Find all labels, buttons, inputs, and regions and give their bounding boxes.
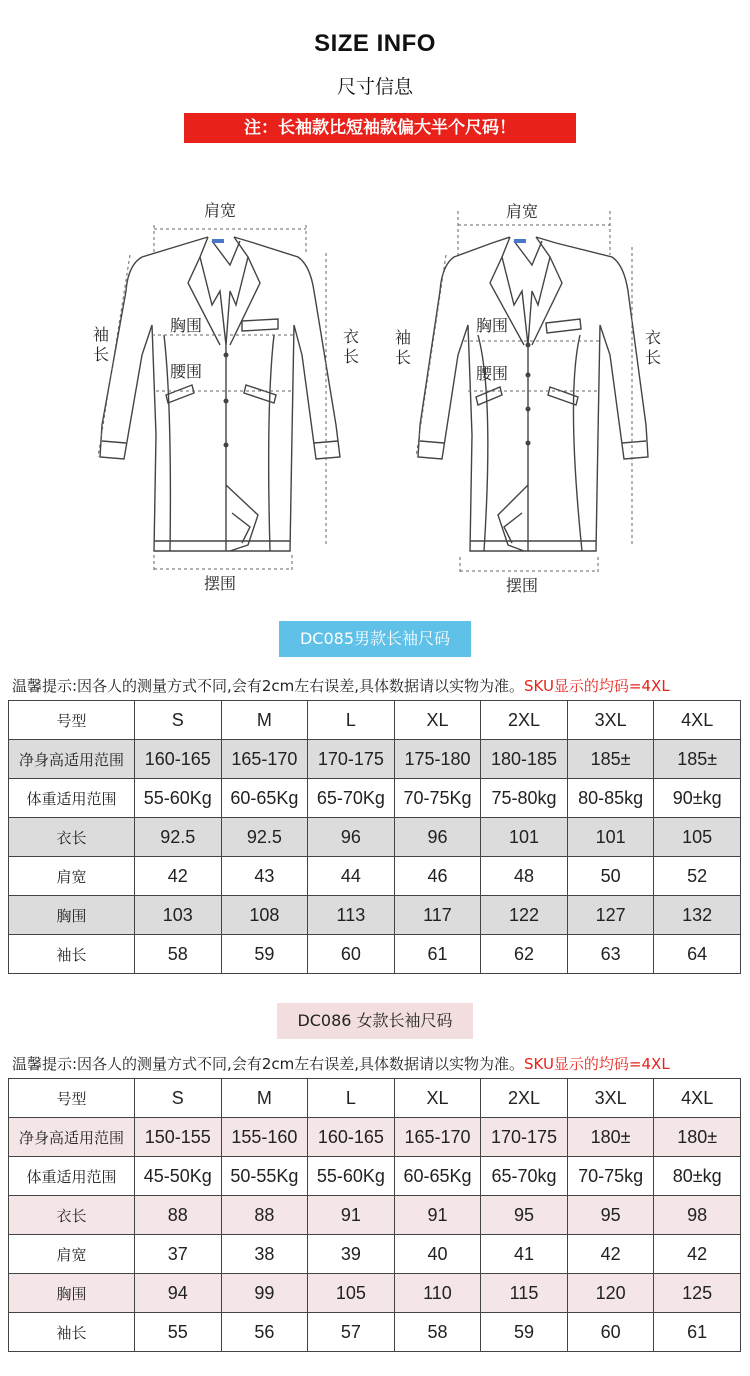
- table-cell: 63: [567, 935, 654, 974]
- table-cell: 58: [394, 1313, 481, 1352]
- table-row: [9, 1196, 741, 1235]
- table-cell: 120: [567, 1274, 654, 1313]
- table-cell: 132: [654, 896, 741, 935]
- table-cell: 55: [135, 1313, 222, 1352]
- tip-text: 温馨提示:因各人的测量方式不同,会有2cm左右误差,具体数据请以实物为准。: [12, 677, 524, 695]
- table-cell: 96: [394, 818, 481, 857]
- table-cell: 50-55Kg: [221, 1157, 308, 1196]
- table-cell: 108: [221, 896, 308, 935]
- table-cell: 95: [567, 1196, 654, 1235]
- row-label: 体重适用范围: [9, 1157, 135, 1196]
- row-label: 净身高适用范围: [9, 1118, 135, 1157]
- table-cell: 180-185: [481, 740, 568, 779]
- table-cell: 44: [308, 857, 395, 896]
- table-cell: 110: [394, 1274, 481, 1313]
- women-size-table: [8, 1078, 741, 1352]
- women-coat-drawing: [384, 195, 684, 605]
- table-cell: 60-65Kg: [221, 779, 308, 818]
- table-cell: 170-175: [308, 740, 395, 779]
- waist-label: 腰围: [476, 364, 509, 383]
- table-cell: 160-165: [135, 740, 222, 779]
- table-cell: 91: [394, 1196, 481, 1235]
- table-cell: L: [308, 701, 395, 740]
- table-cell: 57: [308, 1313, 395, 1352]
- table-cell: S: [135, 701, 222, 740]
- table-row: [9, 779, 741, 818]
- sku-note: SKU显示的均码=4XL: [524, 1055, 670, 1073]
- men-coat-drawing: [80, 195, 380, 605]
- table-row: [9, 1313, 741, 1352]
- table-cell: 65-70Kg: [308, 779, 395, 818]
- shoulder-label: 肩宽: [204, 201, 237, 220]
- table-cell: 88: [135, 1196, 222, 1235]
- table-cell: 91: [308, 1196, 395, 1235]
- hem-label: 摆围: [506, 576, 539, 595]
- table-cell: 61: [654, 1313, 741, 1352]
- women-chart-tip: [12, 1053, 670, 1074]
- table-cell: 101: [567, 818, 654, 857]
- table-cell: XL: [394, 1079, 481, 1118]
- row-label: 体重适用范围: [9, 779, 135, 818]
- table-cell: 165-170: [221, 740, 308, 779]
- table-cell: 60: [567, 1313, 654, 1352]
- table-cell: 98: [654, 1196, 741, 1235]
- table-cell: 94: [135, 1274, 222, 1313]
- table-cell: 180±: [567, 1118, 654, 1157]
- table-header-row: [9, 701, 741, 740]
- table-cell: 103: [135, 896, 222, 935]
- table-cell: 3XL: [567, 1079, 654, 1118]
- length-label: 衣长: [644, 328, 661, 367]
- table-cell: 41: [481, 1235, 568, 1274]
- table-cell: 175-180: [394, 740, 481, 779]
- row-label: 衣长: [9, 1196, 135, 1235]
- table-cell: 180±: [654, 1118, 741, 1157]
- men-size-table: [8, 700, 741, 974]
- table-cell: 101: [481, 818, 568, 857]
- table-cell: 38: [221, 1235, 308, 1274]
- table-cell: 155-160: [221, 1118, 308, 1157]
- table-cell: 48: [481, 857, 568, 896]
- table-row: [9, 1118, 741, 1157]
- table-row: [9, 1235, 741, 1274]
- row-label: 净身高适用范围: [9, 740, 135, 779]
- table-cell: 60: [308, 935, 395, 974]
- table-cell: 105: [308, 1274, 395, 1313]
- shoulder-label: 肩宽: [506, 202, 539, 221]
- table-cell: 95: [481, 1196, 568, 1235]
- table-row: [9, 740, 741, 779]
- chest-label: 胸围: [476, 316, 509, 335]
- table-cell: 115: [481, 1274, 568, 1313]
- table-cell: 2XL: [481, 701, 568, 740]
- table-cell: 170-175: [481, 1118, 568, 1157]
- table-cell: 4XL: [654, 701, 741, 740]
- table-cell: 42: [135, 857, 222, 896]
- table-header-row: [9, 1079, 741, 1118]
- table-cell: 96: [308, 818, 395, 857]
- table-cell: 88: [221, 1196, 308, 1235]
- table-cell: 80±kg: [654, 1157, 741, 1196]
- row-label: 号型: [9, 1079, 135, 1118]
- table-cell: 42: [567, 1235, 654, 1274]
- table-cell: 185±: [654, 740, 741, 779]
- table-cell: 75-80kg: [481, 779, 568, 818]
- table-cell: 43: [221, 857, 308, 896]
- table-cell: 45-50Kg: [135, 1157, 222, 1196]
- table-cell: 64: [654, 935, 741, 974]
- table-cell: 80-85kg: [567, 779, 654, 818]
- table-cell: 113: [308, 896, 395, 935]
- table-cell: 2XL: [481, 1079, 568, 1118]
- table-cell: 4XL: [654, 1079, 741, 1118]
- table-cell: 165-170: [394, 1118, 481, 1157]
- row-label: 袖长: [9, 935, 135, 974]
- length-label: 衣长: [342, 327, 359, 366]
- row-label: 胸围: [9, 896, 135, 935]
- table-cell: 150-155: [135, 1118, 222, 1157]
- table-cell: 92.5: [135, 818, 222, 857]
- table-cell: 55-60Kg: [308, 1157, 395, 1196]
- table-cell: 50: [567, 857, 654, 896]
- table-cell: 70-75Kg: [394, 779, 481, 818]
- waist-label: 腰围: [170, 362, 203, 381]
- table-cell: 125: [654, 1274, 741, 1313]
- page-subtitle: 尺寸信息: [336, 76, 413, 98]
- table-cell: 99: [221, 1274, 308, 1313]
- table-cell: 61: [394, 935, 481, 974]
- men-coat-figure: [80, 195, 380, 605]
- men-chart-badge: DC085男款长袖尺码: [279, 621, 471, 657]
- row-label: 胸围: [9, 1274, 135, 1313]
- row-label: 号型: [9, 701, 135, 740]
- sleeve-label: 袖长: [92, 325, 109, 364]
- table-cell: 122: [481, 896, 568, 935]
- table-cell: 62: [481, 935, 568, 974]
- table-cell: 92.5: [221, 818, 308, 857]
- row-label: 肩宽: [9, 857, 135, 896]
- table-cell: 90±kg: [654, 779, 741, 818]
- row-label: 袖长: [9, 1313, 135, 1352]
- table-cell: 117: [394, 896, 481, 935]
- table-cell: 70-75kg: [567, 1157, 654, 1196]
- women-coat-figure: [384, 195, 684, 605]
- row-label: 肩宽: [9, 1235, 135, 1274]
- table-cell: M: [221, 1079, 308, 1118]
- table-row: [9, 857, 741, 896]
- table-cell: 40: [394, 1235, 481, 1274]
- table-cell: 55-60Kg: [135, 779, 222, 818]
- page-title: SIZE INFO: [314, 30, 436, 57]
- table-row: [9, 935, 741, 974]
- sleeve-label: 袖长: [394, 328, 411, 367]
- women-chart-badge: DC086 女款长袖尺码: [277, 1003, 473, 1039]
- tip-text: 温馨提示:因各人的测量方式不同,会有2cm左右误差,具体数据请以实物为准。: [12, 1055, 524, 1073]
- sku-note: SKU显示的均码=4XL: [524, 677, 670, 695]
- table-cell: 46: [394, 857, 481, 896]
- table-cell: 56: [221, 1313, 308, 1352]
- table-row: [9, 1274, 741, 1313]
- row-label: 衣长: [9, 818, 135, 857]
- table-cell: L: [308, 1079, 395, 1118]
- table-cell: 127: [567, 896, 654, 935]
- table-cell: 52: [654, 857, 741, 896]
- table-cell: 59: [481, 1313, 568, 1352]
- men-chart-tip: [12, 675, 670, 696]
- table-row: [9, 1157, 741, 1196]
- table-cell: 3XL: [567, 701, 654, 740]
- table-cell: 39: [308, 1235, 395, 1274]
- hem-label: 摆围: [204, 574, 237, 593]
- table-cell: 42: [654, 1235, 741, 1274]
- table-cell: 65-70kg: [481, 1157, 568, 1196]
- table-cell: 58: [135, 935, 222, 974]
- table-cell: 60-65Kg: [394, 1157, 481, 1196]
- table-cell: 37: [135, 1235, 222, 1274]
- table-cell: XL: [394, 701, 481, 740]
- table-row: [9, 896, 741, 935]
- table-cell: S: [135, 1079, 222, 1118]
- table-cell: 160-165: [308, 1118, 395, 1157]
- notice-banner: 注：长袖款比短袖款偏大半个尺码！: [184, 113, 576, 143]
- table-cell: 105: [654, 818, 741, 857]
- chest-label: 胸围: [170, 316, 203, 335]
- table-cell: 59: [221, 935, 308, 974]
- table-cell: 185±: [567, 740, 654, 779]
- table-row: [9, 818, 741, 857]
- table-cell: M: [221, 701, 308, 740]
